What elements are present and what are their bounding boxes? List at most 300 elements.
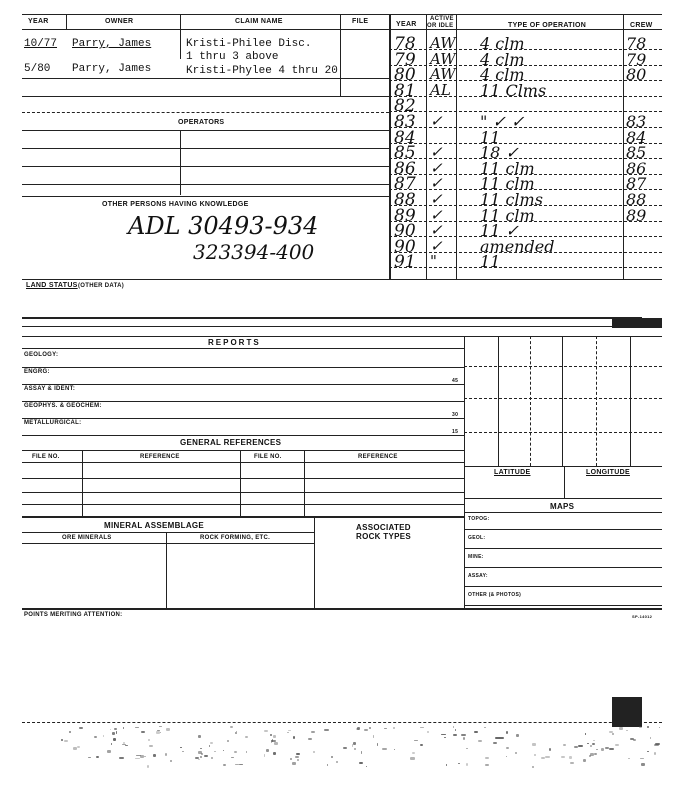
noise-speck (354, 748, 355, 749)
noise-speck (359, 762, 363, 764)
noise-speck (414, 740, 418, 741)
section-rule (22, 608, 662, 610)
noise-speck (364, 729, 369, 731)
noise-speck (466, 748, 468, 749)
noise-speck (245, 736, 248, 738)
activity-type: " ✓ ✓ (480, 112, 525, 131)
noise-speck (466, 763, 468, 766)
row-rule (22, 148, 389, 149)
activity-year: 87 (394, 174, 416, 195)
maps-title: MAPS (550, 502, 575, 511)
noise-speck (211, 757, 213, 759)
divider (389, 14, 391, 280)
noise-speck (103, 735, 105, 737)
activity-type: 11 clm (480, 205, 535, 225)
activity-status: AW (430, 34, 456, 52)
noise-speck (297, 759, 299, 761)
noise-speck (609, 748, 614, 750)
noise-speck (293, 736, 295, 739)
section-rule (22, 348, 464, 349)
activity-crew: 84 (626, 127, 647, 147)
scan-smear (22, 317, 642, 319)
noise-speck (453, 734, 457, 736)
activity-crew: 87 (626, 174, 647, 194)
noise-speck (110, 729, 112, 731)
noise-speck (373, 735, 374, 738)
activity-year: 85 (394, 143, 416, 164)
activity-status: ✓ (430, 190, 443, 208)
noise-speck (420, 744, 423, 746)
noise-speck (377, 743, 378, 746)
noise-speck (441, 734, 446, 735)
noise-speck (288, 730, 291, 731)
noise-speck (290, 758, 292, 761)
noise-speck (287, 732, 289, 734)
noise-speck (296, 753, 300, 755)
longitude-label: LONGITUDE (586, 469, 630, 476)
noise-speck (274, 742, 278, 745)
noise-speck (612, 733, 614, 735)
noise-speck (628, 758, 631, 759)
noise-speck (331, 756, 333, 759)
noise-speck (353, 742, 356, 745)
noise-speck (650, 737, 651, 740)
noise-speck (583, 759, 586, 762)
noise-speck (619, 727, 623, 730)
noise-speck (592, 743, 595, 745)
activity-crew: 85 (626, 143, 647, 163)
activity-type: 4 clm (480, 65, 525, 85)
divider (314, 516, 315, 608)
noise-speck (615, 744, 619, 746)
divider (66, 14, 67, 30)
noise-speck (585, 733, 586, 736)
col-owner: OWNER (105, 18, 134, 25)
noise-speck (160, 732, 162, 734)
noise-speck (485, 757, 489, 759)
noise-speck (273, 752, 276, 755)
noise-speck (485, 764, 488, 766)
claim-name: Kristi-Philee Disc. (186, 38, 312, 50)
noise-speck (366, 766, 367, 768)
activity-year: 82 (394, 96, 416, 117)
noise-speck (230, 726, 233, 728)
rock-types-label: ROCK TYPES (356, 532, 412, 541)
report-label: ASSAY & IDENT: (24, 386, 76, 392)
noise-speck (112, 732, 115, 735)
noise-speck (79, 727, 84, 728)
row-rule (22, 492, 464, 493)
col-active: ACTIVE (430, 16, 454, 22)
land-status-label: LAND STATUS (26, 282, 78, 289)
noise-speck (195, 757, 199, 758)
noise-speck (458, 763, 459, 764)
noise-speck (135, 758, 140, 760)
activity-status: ✓ (430, 174, 443, 193)
noise-speck (182, 751, 183, 753)
noise-speck (515, 752, 517, 753)
activity-type: 11 ✓ (480, 221, 519, 241)
noise-speck (204, 755, 208, 757)
noise-speck (198, 759, 200, 760)
map-row-rule (464, 605, 662, 606)
handwritten-note: ADL 30493-934 (128, 212, 319, 240)
claim-name: 1 thru 3 above (186, 51, 279, 63)
noise-speck (639, 726, 642, 728)
activity-type: 11 clms (480, 190, 543, 209)
noise-speck (292, 762, 296, 765)
row-rule (22, 478, 464, 479)
col-type-of-operation: TYPE OF OPERATION (508, 22, 587, 29)
activity-crew: 89 (626, 205, 647, 225)
activity-status: ✓ (430, 236, 443, 255)
rock-forming-label: ROCK FORMING, ETC. (200, 535, 271, 541)
noise-speck (119, 757, 124, 759)
noise-speck (327, 764, 329, 766)
form-number: SP-14012 (632, 614, 653, 619)
noise-speck (561, 756, 565, 758)
noise-speck (73, 747, 77, 750)
section-rule (22, 336, 662, 337)
gr-reference: REFERENCE (140, 454, 180, 460)
scan-blot (612, 697, 642, 727)
noise-speck (64, 740, 67, 742)
noise-speck (214, 751, 216, 752)
map-row-rule (464, 529, 662, 530)
noise-speck (532, 743, 536, 746)
activity-status: AW (430, 49, 456, 68)
noise-speck (659, 727, 660, 728)
divider (82, 450, 83, 516)
land-status-sub: (OTHER DATA) (78, 283, 125, 289)
activity-type: 11 clm (480, 158, 535, 178)
activity-status: AL (430, 80, 451, 99)
noise-speck (235, 732, 237, 734)
activity-status: ✓ (430, 158, 443, 177)
noise-speck (640, 758, 645, 759)
grid-rule (464, 366, 662, 367)
noise-speck (96, 756, 99, 758)
noise-speck (231, 757, 235, 758)
divider (562, 336, 563, 466)
report-label: ENGRG: (24, 369, 50, 375)
section-rule (22, 516, 464, 518)
activity-crew: 86 (626, 158, 647, 178)
handwritten-note: 323394-400 (193, 240, 315, 264)
report-label: GEOPHYS. & GEOCHEM: (24, 403, 102, 409)
activity-type: 11 (480, 252, 501, 272)
grid-rule (464, 498, 662, 499)
divider (240, 450, 241, 516)
noise-speck (453, 726, 454, 727)
noise-speck (198, 735, 201, 738)
noise-speck (578, 745, 582, 747)
noise-speck (180, 747, 182, 748)
noise-speck (209, 745, 210, 746)
divider (498, 336, 499, 466)
noise-speck (626, 730, 628, 731)
noise-speck (113, 738, 116, 740)
activity-year: 80 (394, 65, 416, 86)
report-rule (22, 435, 464, 436)
noise-speck (88, 757, 91, 758)
noise-speck (149, 745, 153, 747)
noise-speck (393, 727, 395, 729)
divider (530, 336, 531, 466)
noise-speck (61, 739, 63, 742)
divider (426, 14, 427, 280)
noise-speck (200, 748, 202, 749)
activity-status: ✓ (430, 205, 443, 224)
noise-speck (569, 756, 572, 759)
map-row-rule (464, 567, 662, 568)
noise-speck (534, 754, 536, 756)
noise-speck (484, 727, 486, 728)
report-label: GEOLOGY: (24, 352, 59, 358)
activity-type: 11 (480, 127, 501, 147)
noise-speck (200, 756, 202, 759)
noise-speck (94, 736, 97, 738)
noise-speck (77, 746, 80, 748)
report-rule (22, 418, 464, 419)
noise-speck (641, 763, 645, 765)
activity-type: 11 Clms (480, 80, 547, 100)
noise-speck (165, 753, 167, 756)
associated-label: ASSOCIATED (356, 523, 411, 532)
noise-speck (223, 764, 226, 765)
noise-speck (563, 744, 566, 746)
divider (180, 14, 181, 59)
ore-minerals-label: ORE MINERALS (62, 535, 112, 541)
grid-rule (464, 512, 662, 513)
reports-title: REPORTS (208, 338, 261, 347)
activity-status: ✓ (430, 112, 443, 130)
noise-speck (223, 750, 224, 751)
noise-speck (420, 727, 423, 728)
owner-name: Parry, James (72, 38, 152, 50)
noise-speck (69, 731, 71, 733)
col-year: YEAR (28, 18, 49, 25)
noise-speck (532, 766, 533, 768)
noise-speck (593, 740, 595, 741)
noise-speck (549, 748, 551, 751)
activity-type: 11 clm (480, 174, 535, 194)
noise-speck (446, 764, 447, 766)
noise-speck (474, 731, 478, 733)
noise-speck (495, 737, 500, 739)
report-rule (22, 384, 464, 385)
noise-speck (444, 737, 446, 738)
noise-speck (246, 751, 247, 753)
row-rule (22, 543, 314, 544)
noise-speck (308, 738, 312, 740)
map-row-rule (464, 548, 662, 549)
noise-speck (609, 731, 613, 733)
noise-speck (516, 734, 518, 736)
noise-speck (654, 752, 656, 754)
noise-speck (594, 753, 596, 755)
noise-speck (357, 727, 360, 729)
noise-speck (382, 748, 387, 750)
noise-speck (647, 726, 648, 728)
activity-status: ✓ (430, 221, 443, 240)
section-rule (22, 326, 662, 327)
activity-year: 83 (394, 112, 416, 132)
noise-speck (135, 727, 139, 728)
activity-crew: 80 (626, 65, 647, 85)
activity-year: 81 (394, 80, 416, 101)
noise-speck (478, 740, 483, 742)
noise-speck (655, 743, 660, 745)
noise-speck (506, 756, 508, 757)
points-meriting-label: POINTS MERITING ATTENTION: (24, 612, 123, 618)
noise-speck (210, 742, 213, 744)
noise-speck (144, 756, 146, 757)
operators-label: OPERATORS (178, 119, 225, 126)
gr-file-no-2: FILE NO. (254, 454, 282, 460)
noise-speck (141, 731, 145, 734)
divider (180, 130, 181, 195)
owner-year: 5/80 (24, 63, 51, 75)
divider (623, 14, 624, 280)
noise-speck (114, 728, 117, 730)
gr-reference-2: REFERENCE (358, 454, 398, 460)
noise-speck (148, 739, 149, 741)
activity-status: AW (430, 65, 456, 84)
noise-speck (111, 743, 112, 745)
activity-type: amended (480, 236, 555, 256)
row-rule (22, 184, 389, 185)
noise-speck (455, 729, 456, 731)
noise-speck (361, 751, 363, 754)
activity-year: 90 (394, 236, 416, 257)
claim-name: Kristi-Phylee 4 thru 20 (186, 65, 338, 77)
activity-year: 79 (394, 49, 416, 70)
activity-rule (389, 267, 662, 268)
report-rule (22, 367, 464, 368)
row-rule (22, 279, 662, 280)
grid-rule (464, 466, 662, 467)
noise-speck (587, 743, 588, 744)
activity-status: " (430, 252, 437, 271)
noise-speck (493, 742, 497, 744)
noise-speck (266, 749, 268, 752)
noise-speck (384, 728, 387, 729)
noise-speck (336, 761, 337, 763)
scan-line (22, 722, 662, 723)
latitude-label: LATITUDE (494, 469, 531, 476)
activity-type: 18 ✓ (480, 143, 519, 163)
noise-speck (311, 731, 314, 733)
owner-name: Parry, James (72, 63, 152, 75)
noise-speck (596, 749, 597, 750)
noise-speck (410, 757, 415, 760)
noise-speck (270, 734, 272, 736)
report-number: 45 (452, 378, 459, 384)
row-rule (22, 166, 389, 167)
noise-speck (125, 745, 128, 746)
map-row-label: ASSAY: (468, 573, 488, 579)
row-rule (22, 130, 389, 131)
activity-crew: 83 (626, 112, 647, 131)
noise-speck (506, 747, 509, 749)
noise-speck (170, 760, 172, 762)
noise-speck (239, 764, 242, 765)
noise-speck (123, 727, 125, 730)
activity-rule (389, 96, 662, 97)
header-rule (22, 29, 662, 30)
noise-speck (198, 751, 203, 754)
row-rule (22, 462, 464, 463)
noise-speck (147, 765, 148, 768)
map-row-rule (464, 586, 662, 587)
row-rule (22, 96, 389, 97)
activity-year: 88 (394, 190, 416, 210)
noise-speck (590, 753, 594, 756)
activity-type: 4 clm (480, 34, 525, 53)
general-references-title: GENERAL REFERENCES (180, 438, 282, 447)
noise-speck (461, 734, 466, 736)
noise-speck (264, 730, 268, 731)
activity-crew: 79 (626, 49, 647, 69)
mineral-title: MINERAL ASSEMBLAGE (104, 521, 205, 530)
divider (340, 14, 341, 96)
row-rule (22, 112, 389, 113)
activity-status: ✓ (430, 143, 443, 162)
row-rule (22, 504, 464, 505)
noise-speck (506, 731, 508, 734)
noise-speck (427, 731, 429, 733)
noise-speck (412, 752, 415, 753)
report-label: METALLURGICAL: (24, 420, 82, 426)
noise-speck (166, 728, 171, 731)
map-row-label: TOPOG: (468, 516, 490, 522)
divider (456, 14, 457, 280)
divider (304, 450, 305, 516)
activity-rule (389, 127, 662, 128)
grid-rule (464, 398, 662, 399)
noise-speck (153, 754, 157, 756)
owner-year: 10/77 (24, 38, 58, 50)
noise-speck (570, 762, 574, 765)
noise-speck (343, 747, 347, 748)
noise-speck (295, 756, 299, 758)
other-persons-label: OTHER PERSONS HAVING KNOWLEDGE (102, 201, 249, 208)
col-file: FILE (352, 18, 369, 25)
noise-speck (601, 748, 604, 751)
activity-year: 89 (394, 205, 416, 226)
noise-speck (647, 751, 649, 752)
divider (564, 466, 565, 498)
row-rule (22, 196, 389, 197)
noise-speck (394, 749, 395, 751)
noise-speck (545, 756, 550, 759)
noise-speck (156, 731, 160, 733)
report-rule (22, 401, 464, 402)
divider (630, 336, 631, 466)
grid-rule (464, 432, 662, 433)
map-row-label: MINE: (468, 554, 484, 560)
noise-speck (313, 751, 315, 753)
col-idle: OR IDLE (427, 23, 454, 29)
row-rule (22, 532, 314, 533)
noise-speck (324, 729, 329, 731)
noise-speck (369, 727, 372, 728)
gr-file-no: FILE NO. (32, 454, 60, 460)
activity-year: 90 (394, 221, 416, 242)
noise-speck (159, 726, 162, 727)
report-number: 30 (452, 412, 459, 418)
